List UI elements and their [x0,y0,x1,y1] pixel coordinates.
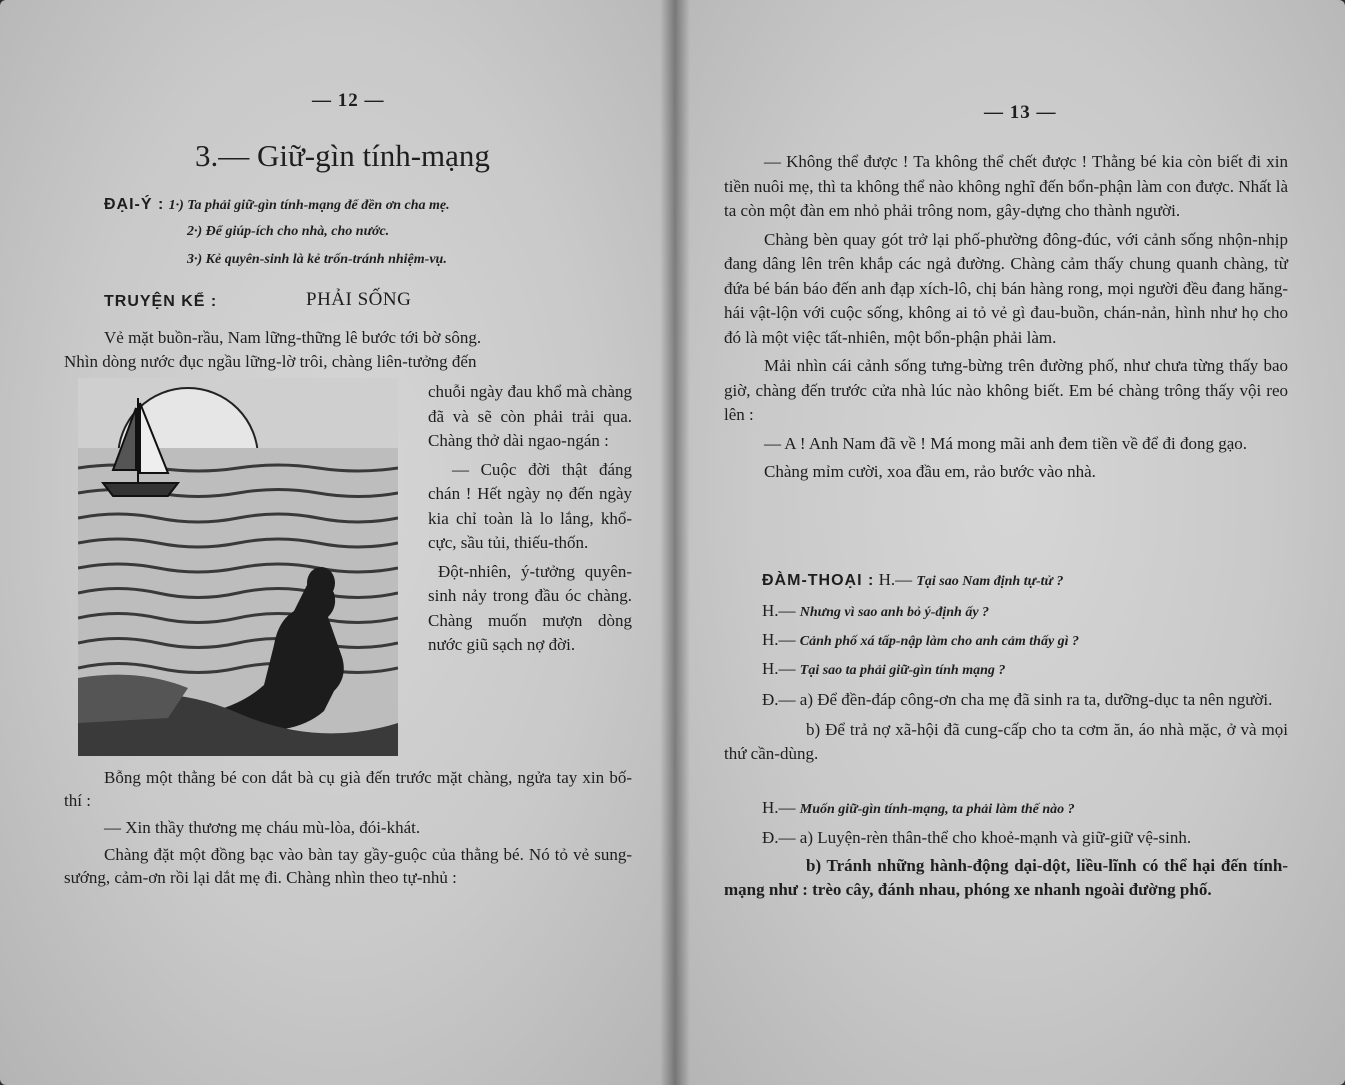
question: Cảnh phố xá tấp-nập làm cho anh cảm thấy gì ? [799,634,1080,649]
intro-line: Vẻ mặt buồn-rầu, Nam lững-thững lê bước tới bờ sông. [104,328,482,347]
paragraph: Bỗng một thằng bé con dắt bà cụ già đến trước mặt chàng, ngửa tay xin bố-thí : [64,768,632,810]
question-prefix: H.— [878,570,913,589]
paragraph: — Cuộc đời thật đáng chán ! Hết ngày nọ đến ngày kia chỉ toàn là lo lắng, khổ-cực, sầu tủi, thiếu-thốn. [428,459,632,552]
dam-thoai-label: ĐÀM-THOẠI : [762,572,875,589]
paragraph: — A ! Anh Nam đã về ! Má mong mãi anh đem tiền về để đi đong gạo. [764,433,1247,453]
paragraph: Mải nhìn cái cảnh sống tưng-bừng trên đường phố, như chưa từng thấy bao giờ, chàng đến trước cửa nhà lúc nào không biết. Em bé chàng trông thấy vội reo lên : [724,356,1288,424]
question-prefix: H.— [762,659,796,678]
question-row [762,601,989,621]
right-page [676,0,1345,1085]
dai-y-item: 1·) Ta phải giữ-gìn tính-mạng để đền ơn cha mẹ. [168,198,450,213]
paragraph: chuỗi ngày đau khổ mà chàng đã và sẽ còn phải trải qua. Chàng thở dài ngao-ngán : [428,382,632,450]
dai-y-label: ĐẠI-Ý : [104,196,165,213]
answer-block-2 [724,826,1288,902]
paragraph: — Không thể được ! Ta không thể chết được ! Thằng bé kia còn biết đi xin tiền nuôi mẹ, thì ta không thể nào không nghĩ đến bổn-phận làm con được. Nhất là ta còn một đàn em nhỏ phải trông nom, gây-dựng cho thành người. [724,152,1288,220]
answer-prefix: Đ.— [762,690,796,709]
question: Tại sao Nam định tự-tử ? [916,574,1064,589]
page-number-right: — 13 — [984,102,1057,123]
answer-text: a) Để đền-đáp công-ơn cha mẹ đã sinh ra ta, dưỡng-dục ta nên người. [799,690,1273,709]
story-title: PHẢI SỐNG [306,289,412,310]
question: Muốn giữ-gìn tính-mạng, ta phải làm thế nào ? [799,802,1075,817]
answer-text: b) Tránh những hành-động dại-dột, liều-lĩnh có thể hại đến tính-mạng như : trèo cây, đánh nhau, phóng xe nhanh ngoài đường phố. [724,856,1288,899]
dai-y-item: 2·) Để giúp-ích cho nhà, cho nước. [187,224,390,239]
paragraph: Chàng mỉm cười, xoa đầu em, rảo bước vào nhà. [764,462,1096,481]
book-gutter [660,0,690,1085]
paragraph: Chàng bèn quay gót trở lại phố-phường đông-đúc, với cảnh sống nhộn-nhịp đang dâng lên trên khắp các ngả đường. Chàng cảm thấy chung quanh chàng, từ đứa bé bán báo đến anh đạp xích-lô, chị bán hàng rong, mọi người đều đang hăng-hái vật-lộn với cuộc sống, không ai tỏ vẻ gì đau-buồn, chán-nản, hình như họ cho đó là một việc tất-nhiên, một bổn-phận phải làm. [724,229,1288,347]
page-number-left: — 12 — [312,90,385,111]
answer-text: b) Để trả nợ xã-hội đã cung-cấp cho ta cơm ăn, áo nhà mặc, ở và mọi thứ cần-dùng. [724,720,1288,763]
question-prefix: H.— [762,630,796,649]
bottom-paragraphs [64,766,632,889]
question: Nhưng vì sao anh bỏ ý-định ấy ? [799,605,990,620]
illustration-man-by-river [78,378,398,756]
question-row [762,659,1005,679]
dai-y-item: 3·) Kẻ quyên-sinh là kẻ trốn-tránh nhiệm-vụ. [187,252,447,267]
dam-thoai-header [762,570,1063,590]
story-label: TRUYỆN KỂ : [104,293,218,310]
question-row [762,630,1079,650]
question-row [762,798,1075,818]
paragraph: — Xin thầy thương mẹ cháu mù-lòa, đói-khát. [104,818,421,837]
answer-text: a) Luyện-rèn thân-thể cho khoẻ-mạnh và giữ-giữ vệ-sinh. [799,828,1192,847]
paragraph: Chàng đặt một đồng bạc vào bàn tay gầy-guộc của thằng bé. Nó tỏ vẻ sung-sướng, cảm-ơn rồi lại dắt mẹ đi. Chàng nhìn theo tự-nhủ : [64,845,632,887]
answer [724,688,1288,712]
intro-line: Nhìn dòng nước đục ngầu lững-lờ trôi, chàng liên-tưởng đến [64,352,477,371]
question: Tại sao ta phải giữ-gìn tính mạng ? [799,663,1006,678]
question-prefix: H.— [762,798,796,817]
right-paragraphs [724,150,1288,485]
side-paragraphs [428,380,632,658]
answer [724,826,1288,850]
answer-prefix: Đ.— [762,828,796,847]
chapter-title: 3.— Giữ-gìn tính-mạng [195,138,490,173]
answer-block-1 [724,688,1288,766]
paragraph: Đột-nhiên, ý-tưởng quyên-sinh nảy trong đầu óc chàng. Chàng muốn mượn dòng nước giũ sạch nợ đời. [428,561,632,654]
dai-y-section [104,194,450,216]
question-prefix: H.— [762,601,796,620]
